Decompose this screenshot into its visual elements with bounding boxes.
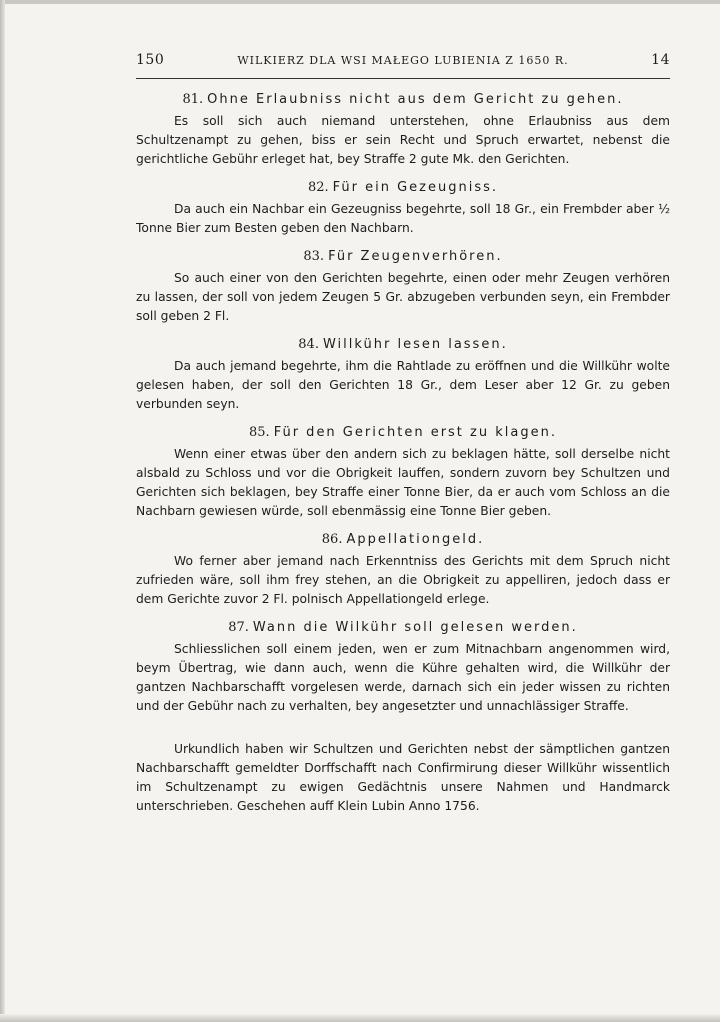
section-84 bbox=[136, 335, 670, 414]
page-number-right: 14 bbox=[651, 52, 670, 68]
page-content bbox=[136, 90, 670, 816]
section-number: 86. bbox=[321, 532, 343, 547]
page-bottom-edge bbox=[0, 1014, 720, 1022]
section-87 bbox=[136, 618, 670, 716]
section-heading bbox=[136, 423, 670, 443]
section-text: Da auch ein Nachbar ein Gezeugniss begehrte, soll 18 Gr., ein Frembder aber ½ Tonne Bier zum Besten geben den Nachbarn. bbox=[136, 202, 670, 235]
running-title: WILKIERZ DLA WSI MAŁEGO LUBIENIA Z 1650 R. bbox=[237, 54, 569, 67]
running-header bbox=[136, 52, 670, 74]
section-title: Für den Gerichten erst zu klagen. bbox=[273, 425, 557, 440]
section-title: Willkühr lesen lassen. bbox=[322, 337, 508, 352]
closing-paragraph: Urkundlich haben wir Schultzen und Gerichten nebst der sämptlichen gantzen Nachbarschafft gemeldter Dorffschafft nach Confirmirung dieser Willkühr wissentlich im Schultzenampt zu ewigen Gedächtnis unsere Nahmen und Handmarck unterschrieben. Geschehen auff Klein Lubin Anno 1756. bbox=[136, 742, 670, 813]
section-title: Wann die Wilkühr soll gelesen werden. bbox=[252, 620, 578, 635]
section-heading bbox=[136, 530, 670, 550]
section-number: 84. bbox=[298, 337, 319, 352]
section-number: 85. bbox=[249, 425, 270, 440]
page-top-edge bbox=[0, 0, 720, 4]
section-title: Für Zeugenverhören. bbox=[328, 249, 503, 264]
section-text: Wenn einer etwas über den andern sich zu beklagen hätte, soll derselbe nicht alsbald zu Schloss und vor die Obrigkeit lauffen, sondern zuvorn bey Schultzen und Gerichten sich beklagen, bey Straffe einer Tonne Bier, da er auch vom Schloss an die Nachbarn gewiesen würde, soll ebenmässig eine Tonne Bier geben. bbox=[136, 447, 670, 518]
section-82 bbox=[136, 178, 670, 238]
section-text: Schliesslichen soll einem jeden, wen er zum Mitnachbarn angenommen wird, beym Übertrag, wie dann auch, wenn die Kühre gehalten wird, die Willkühr der gantzen Nachbarschafft vorgelesen werde, darnach sich ein jeder wissen zu richten und der Gebühr nach zu verhalten, bey angesetzter und unnachlässiger Straffe. bbox=[136, 642, 670, 713]
section-heading bbox=[136, 90, 670, 110]
section-text: Da auch jemand begehrte, ihm die Rahtlade zu eröffnen und die Willkühr wolte gelesen haben, der soll den Gerichten 18 Gr., dem Leser aber 12 Gr. zu geben verbunden seyn. bbox=[136, 359, 670, 411]
section-heading bbox=[136, 178, 670, 198]
section-81 bbox=[136, 90, 670, 169]
section-number: 87. bbox=[228, 620, 249, 635]
section-number: 83. bbox=[303, 249, 325, 264]
page-number-left: 150 bbox=[136, 52, 165, 68]
section-number: 82. bbox=[307, 180, 329, 195]
section-text: Wo ferner aber jemand nach Erkenntniss des Gerichts mit dem Spruch nicht zufrieden wäre, soll ihm frey stehen, an die Obrigkeit zu appelliren, jedoch dass er dem Gerichte zuvor 2 Fl. polnisch Appellationgeld erlege. bbox=[136, 554, 670, 606]
section-text: Es soll sich auch niemand unterstehen, ohne Erlaubniss aus dem Schultzenampt zu gehen, biss er sein Recht und Spruch erwartet, nebenst die gerichtliche Gebühr erleget hat, bey Straffe 2 gute Mk. den Gerichten. bbox=[136, 114, 670, 166]
section-number: 81. bbox=[182, 92, 204, 107]
section-heading bbox=[136, 335, 670, 355]
page-left-edge bbox=[0, 0, 5, 1022]
section-83 bbox=[136, 247, 670, 326]
section-85 bbox=[136, 423, 670, 521]
section-86 bbox=[136, 530, 670, 609]
section-title: Ohne Erlaubniss nicht aus dem Gericht zu gehen. bbox=[207, 92, 624, 107]
section-heading bbox=[136, 618, 670, 638]
section-heading bbox=[136, 247, 670, 267]
header-rule bbox=[136, 78, 670, 79]
section-text: So auch einer von den Gerichten begehrte, einen oder mehr Zeugen verhören zu lassen, der soll von jedem Zeugen 5 Gr. abzugeben verbunden seyn, ein Frembder soll geben 2 Fl. bbox=[136, 271, 670, 323]
section-title: Appellationgeld. bbox=[346, 532, 485, 547]
section-title: Für ein Gezeugniss. bbox=[332, 180, 499, 195]
